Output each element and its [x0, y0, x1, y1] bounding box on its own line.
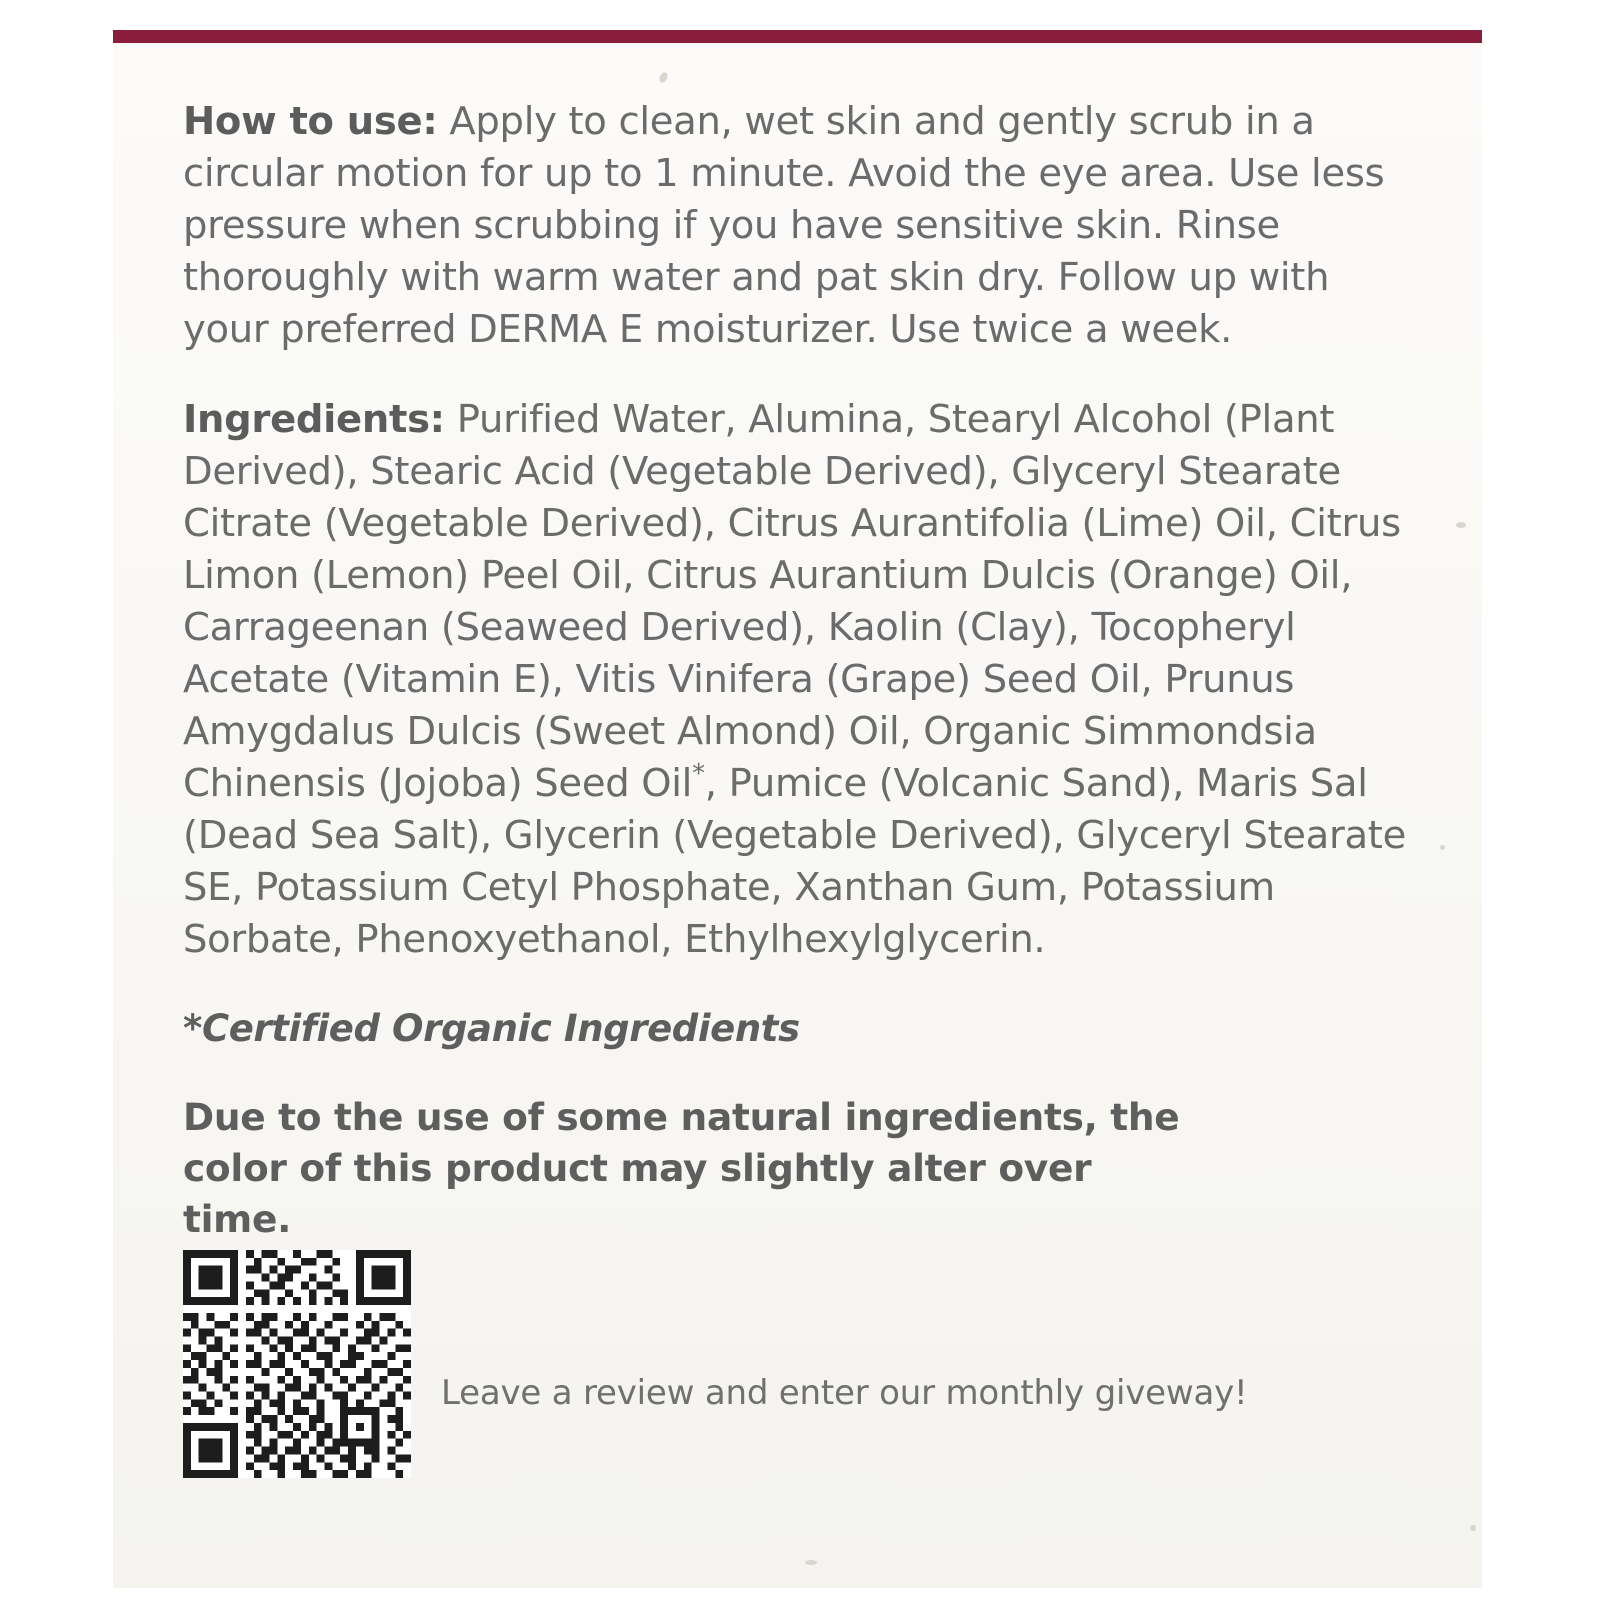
how-to-use-label: How to use:: [183, 99, 438, 144]
ingredients-label: Ingredients:: [183, 397, 445, 442]
paper-speck: [1456, 522, 1466, 528]
photo-edge-top: [0, 0, 1600, 30]
review-qr-block[interactable]: [183, 1250, 1247, 1478]
ingredients-text-part-two: , Pumice (Volcanic Sand), Maris Sal (Dead Sea Salt), Glycerin (Vegetable Derived), Glyceryl Stearate SE, Potassium Cetyl Phosphate, Xanthan Gum, Potassium Sorbate, Phenoxyethanol, Ethylhexylglycerin.: [183, 761, 1406, 962]
ingredients-paragraph: [183, 394, 1433, 966]
organic-ingredients-note: *Certified Organic Ingredients: [183, 1007, 800, 1050]
organic-marker: *: [692, 759, 705, 790]
accent-bar: [113, 30, 1482, 43]
qr-caption: Leave a review and enter our monthly giveway!: [441, 1373, 1248, 1413]
label-content: [183, 96, 1443, 1245]
paper-speck: [805, 1560, 817, 1565]
photo-edge-right: [1482, 0, 1600, 1600]
how-to-use-paragraph: [183, 96, 1413, 356]
photo-edge-left: [0, 0, 113, 1600]
ingredients-text-part-one: Purified Water, Alumina, Stearyl Alcohol (Plant Derived), Stearic Acid (Vegetable Derived), Glyceryl Stearate Citrate (Vegetable Derived), Citrus Aurantifolia (Lime) Oil, Citrus Limon (Lemon) Peel Oil, Citrus Aurantium Dulcis (Orange) Oil, Carrageenan (Seaweed Derived), Kaolin (Clay), Tocopheryl Acetate (Vitamin E), Vitis Vinifera (Grape) Seed Oil, Prunus Amygdalus Dulcis (Sweet Almond) Oil, Organic Simmondsia Chinensis (Jojoba) Seed Oil: [183, 397, 1401, 806]
photo-edge-bottom: [0, 1588, 1600, 1600]
qr-code-icon[interactable]: [183, 1250, 411, 1478]
paper-speck: [1470, 1525, 1476, 1531]
how-to-use-text: Apply to clean, wet skin and gently scrub in a circular motion for up to 1 minute. Avoid the eye area. Use less pressure when scrubbing if you have sensitive skin. Rinse thoroughly with warm water and pat skin dry. Follow up with your preferred DERMA E moisturizer. Use twice a week.: [183, 99, 1385, 352]
color-change-note: Due to the use of some natural ingredients, the color of this product may slightly alter over time.: [183, 1095, 1180, 1241]
